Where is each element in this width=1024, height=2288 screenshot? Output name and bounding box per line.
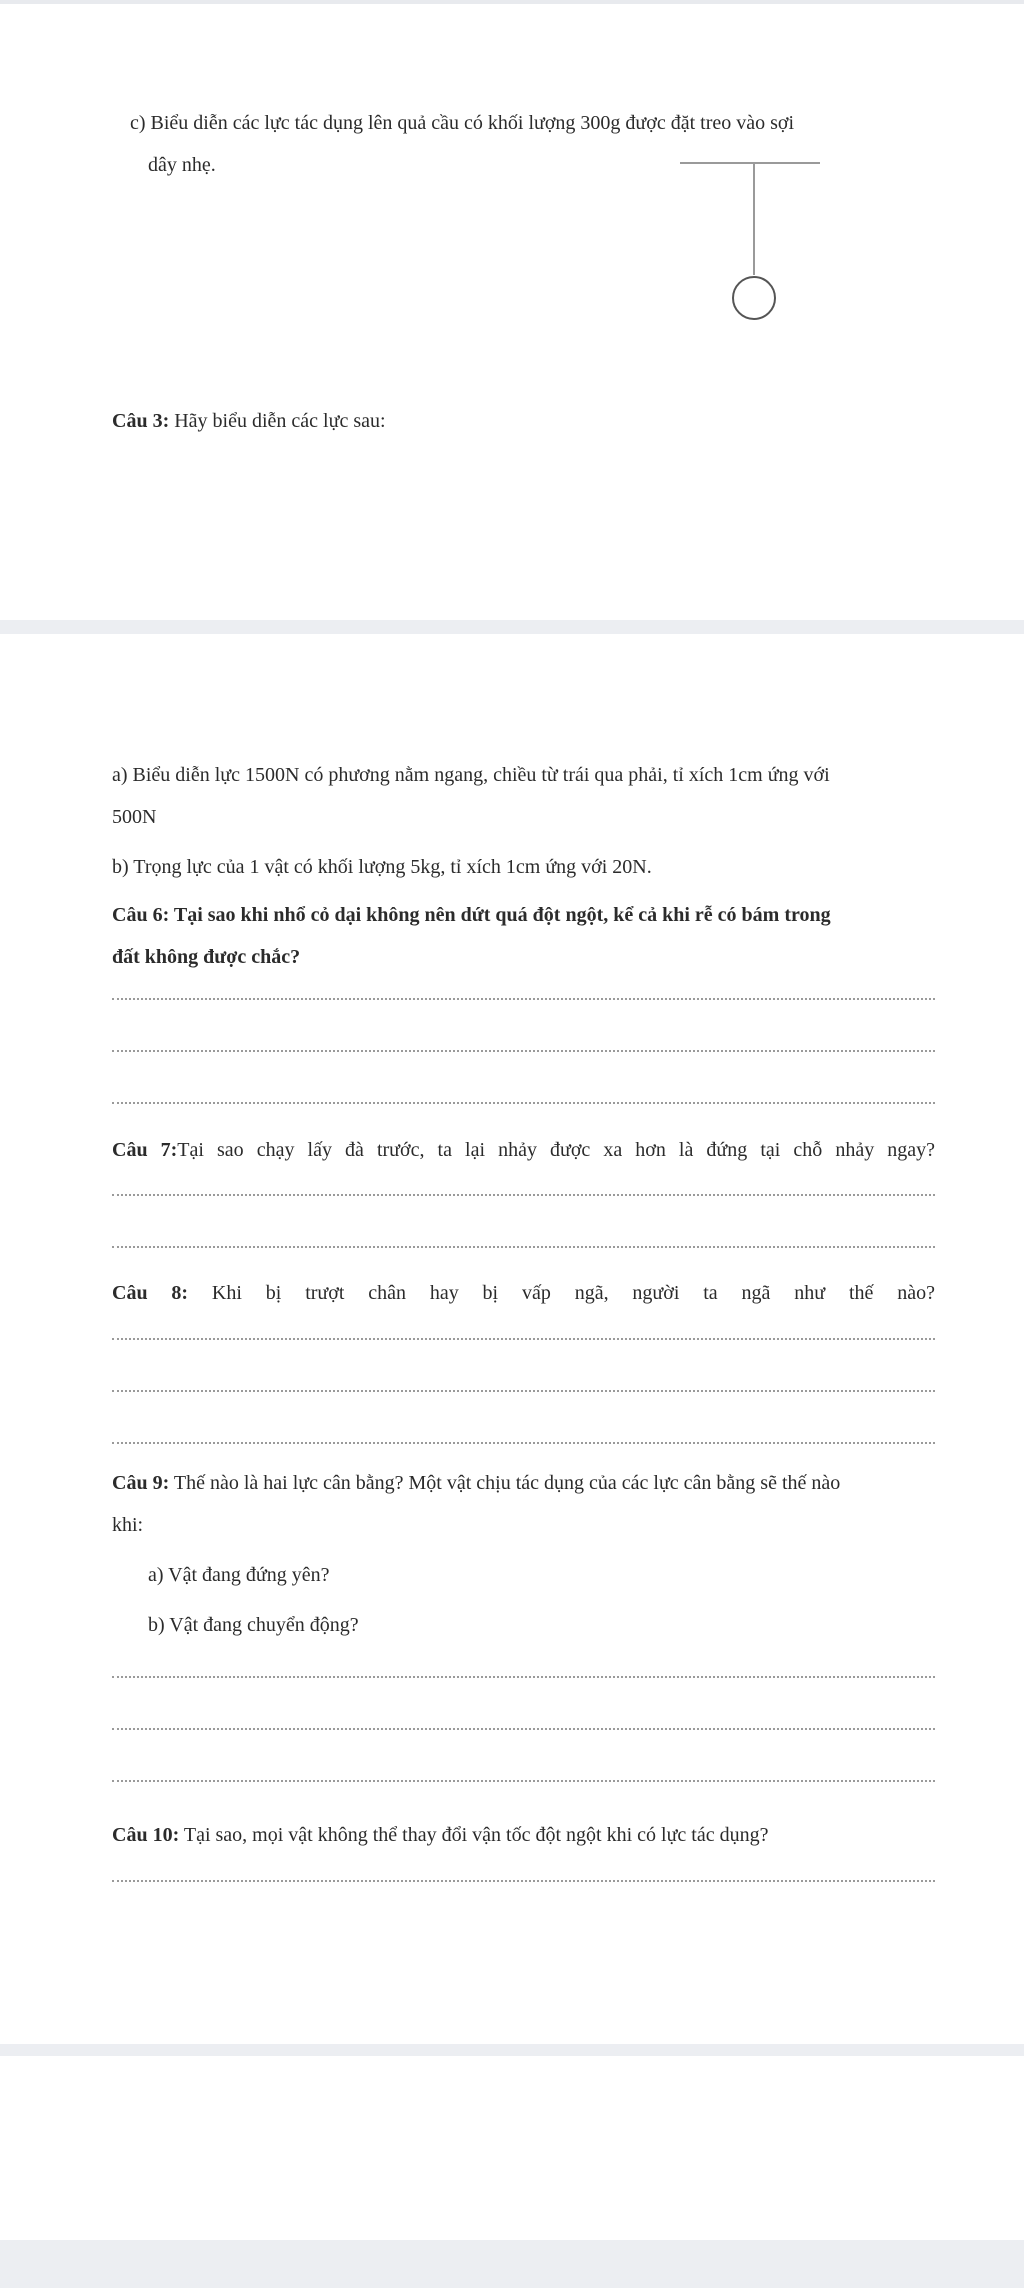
question-7-text: Tại sao chạy lấy đà trước, ta lại nhảy được xa hơn là đứng tại chỗ nhảy ngay? (177, 1139, 936, 1161)
answer-line (112, 1194, 935, 1196)
question-c-line2: dây nhẹ. (148, 154, 216, 176)
question-9-line1 (112, 1470, 840, 1496)
question-3-text: Hãy biểu diễn các lực sau: (169, 410, 386, 432)
answer-line (112, 1102, 935, 1104)
question-10-text: Tại sao, mọi vật không thể thay đổi vận tốc đột ngột khi có lực tác dụng? (179, 1824, 769, 1846)
question-9-sub-b: b) Vật đang chuyển động? (148, 1614, 359, 1636)
answer-line (112, 1880, 935, 1882)
question-8 (112, 1280, 935, 1306)
bottom-band (0, 2240, 1024, 2288)
ball-circle (733, 277, 775, 319)
question-c-line1: c) Biểu diễn các lực tác dụng lên quả cầu có khối lượng 300g được đặt treo vào sợi (130, 112, 795, 134)
question-8-label: Câu 8: (112, 1282, 189, 1304)
question-9-label: Câu 9: (112, 1472, 170, 1494)
answer-line (112, 1676, 935, 1678)
question-7-label: Câu 7: (112, 1139, 178, 1161)
top-border (0, 0, 1024, 4)
question-9-sub-a: a) Vật đang đứng yên? (148, 1564, 330, 1586)
question-8-text: Khi bị trượt chân hay bị vấp ngã, người ta ngã như thế nào? (188, 1282, 935, 1304)
question-6-line1: Câu 6: Tại sao khi nhổ cỏ dại không nên dứt quá đột ngột, kể cả khi rễ có bám trong (112, 904, 831, 926)
page-break (0, 2044, 1024, 2056)
question-b: b) Trọng lực của 1 vật có khối lượng 5kg, tỉ xích 1cm ứng với 20N. (112, 856, 652, 878)
question-10 (112, 1822, 768, 1848)
page-break (0, 620, 1024, 634)
question-6-line2: đất không được chắc? (112, 946, 301, 968)
answer-line (112, 1390, 935, 1392)
question-a-line2: 500N (112, 806, 157, 828)
question-9-text: Thế nào là hai lực cân bằng? Một vật chịu tác dụng của các lực cân bằng sẽ thế nào (169, 1472, 841, 1494)
question-a-line1: a) Biểu diễn lực 1500N có phương nằm ngang, chiều từ trái qua phải, tỉ xích 1cm ứng với (112, 764, 830, 786)
answer-line (112, 1442, 935, 1444)
question-9-line2: khi: (112, 1514, 144, 1536)
question-3 (112, 408, 386, 434)
answer-line (112, 1246, 935, 1248)
answer-line (112, 1050, 935, 1052)
question-3-label: Câu 3: (112, 410, 170, 432)
answer-line (112, 1728, 935, 1730)
question-7 (112, 1137, 935, 1163)
answer-line (112, 1338, 935, 1340)
answer-line (112, 1780, 935, 1782)
answer-line (112, 998, 935, 1000)
hanging-ball-diagram (680, 155, 840, 325)
question-10-label: Câu 10: (112, 1824, 180, 1846)
